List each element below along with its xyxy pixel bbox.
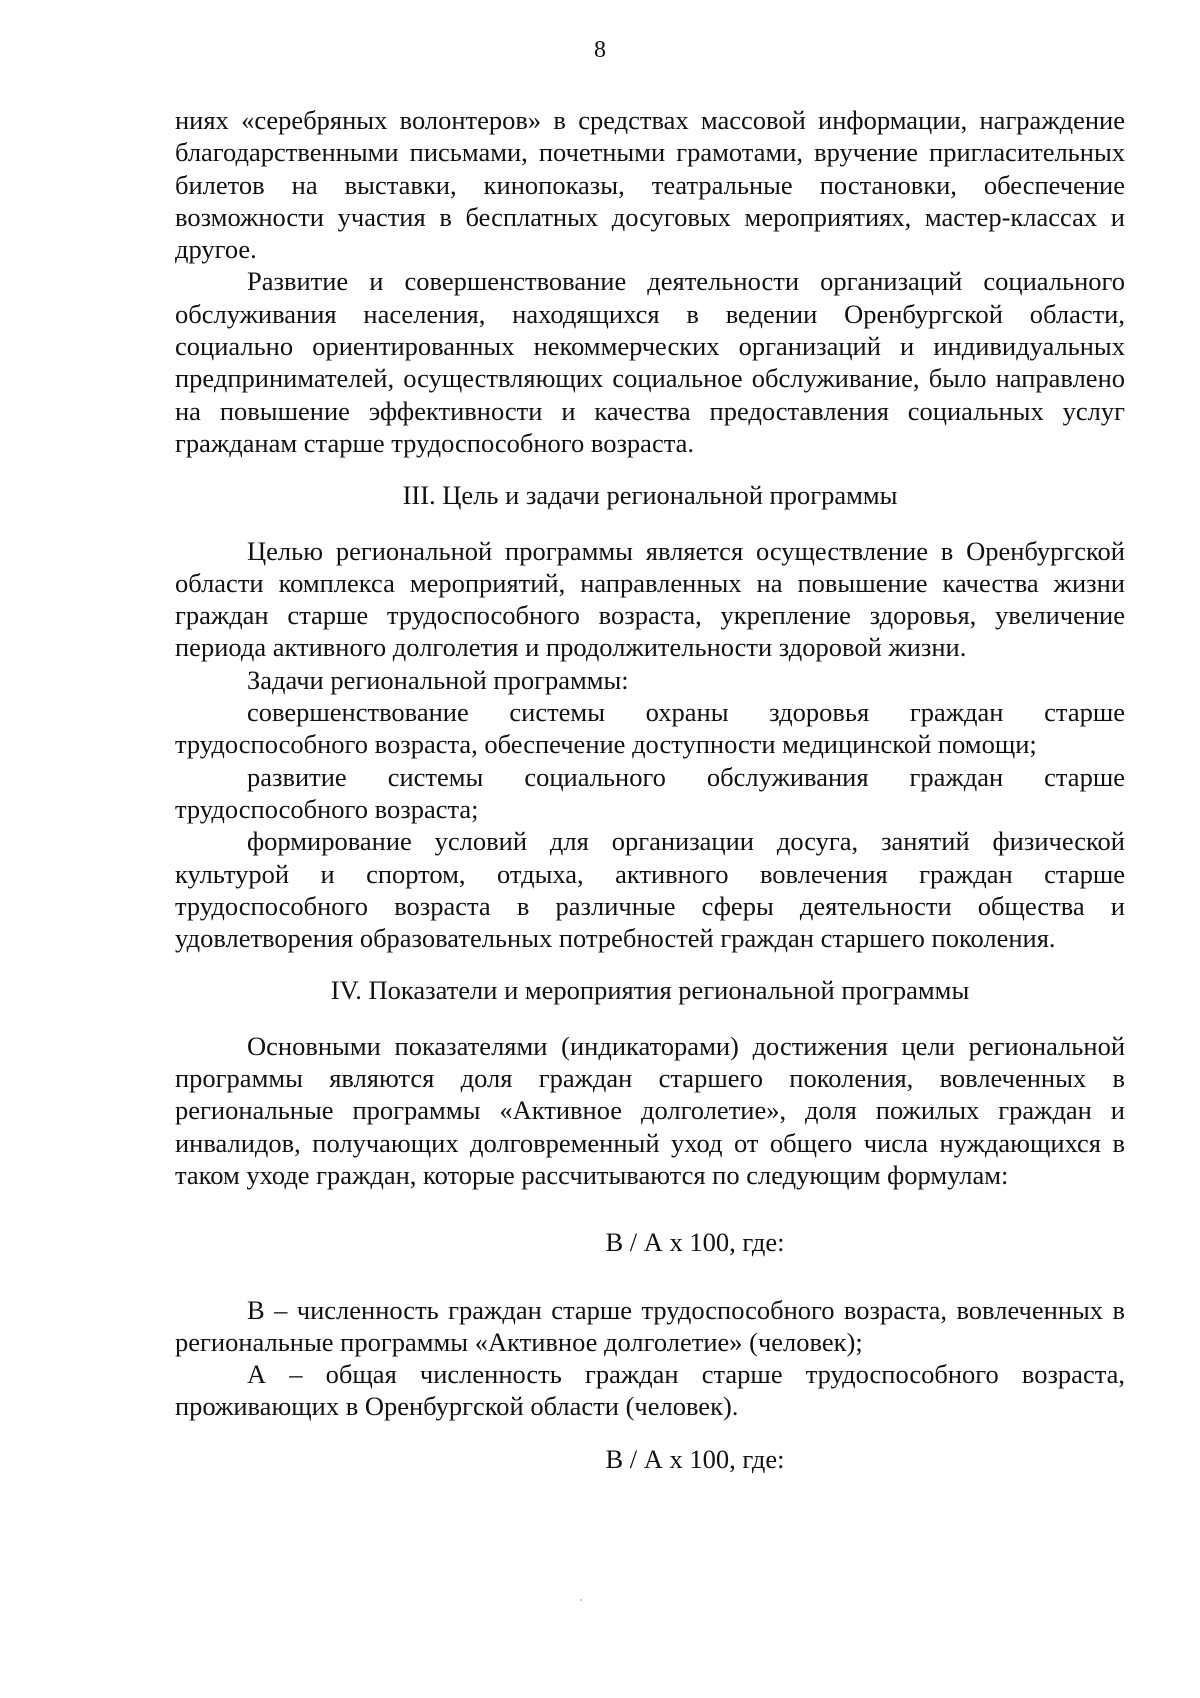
section-heading-goals: III. Цель и задачи региональной программы — [402, 480, 898, 511]
formula-2: В / А х 100, где: — [605, 1443, 785, 1474]
section-heading-indicators: IV. Показатели и мероприятия региональной программы — [330, 975, 970, 1006]
page-number: 8 — [594, 37, 606, 63]
paragraph-task-social: развитие системы социального обслуживания граждан старше трудоспособного возраста; — [175, 761, 1125, 824]
document-body — [175, 104, 1125, 1475]
paragraph-task-healthcare: совершенствование системы охраны здоровья граждан старше трудоспособного возраста, обеспечение доступности медицинской помощи; — [175, 697, 1125, 760]
formula-1: В / А х 100, где: — [605, 1227, 785, 1258]
paragraph-tasks-intro: Задачи региональной программы: — [247, 664, 629, 695]
paragraph-definition-b: В – численность граждан старше трудоспособного возраста, вовлеченных в региональные программы «Активное долголетие» (человек); — [175, 1294, 1125, 1357]
paragraph-task-leisure: формирование условий для организации досуга, занятий физической культурой и спортом, отдыха, активного вовлечения граждан старше трудоспособного возраста в различные сферы деятельности общества и удовлетворения образовательных потребностей граждан старшего поколения. — [175, 826, 1125, 954]
paragraph-program-goal: Целью региональной программы является осуществление в Оренбургской области комплекса мероприятий, направленных на повышение качества жизни граждан старше трудоспособного возраста, укрепление здоровья, увеличение периода активного долголетия и продолжительности здоровой жизни. — [175, 535, 1125, 663]
scan-artifact — [580, 1599, 582, 1601]
paragraph-indicators: Основными показателями (индикаторами) достижения цели региональной программы являются доля граждан старшего поколения, вовлеченных в региональные программы «Активное долголетие», доля пожилых граждан и инвалидов, получающих долговременный уход от общего числа нуждающихся в таком уходе граждан, которые рассчитываются по следующим формулам: — [175, 1030, 1125, 1190]
paragraph-definition-a: А – общая численность граждан старше трудоспособного возраста, проживающих в Оренбургской области (человек). — [175, 1359, 1125, 1422]
paragraph-social-services: Развитие и совершенствование деятельности организаций социального обслуживания населения, находящихся в ведении Оренбургской области, социально ориентированных некоммерческих организаций и индивидуальных предпринимателей, осуществляющих социальное обслуживание, было направлено на повышение эффективности и качества предоставления социальных услуг гражданам старше трудоспособного возраста. — [175, 266, 1125, 458]
paragraph-continuation: ниях «серебряных волонтеров» в средствах массовой информации, награждение благодарственными письмами, почетными грамотами, вручение пригласительных билетов на выставки, кинопоказы, театральные постановки, обеспечение возможности участия в бесплатных досуговых мероприятиях, мастер-классах и другое. — [175, 105, 1125, 265]
